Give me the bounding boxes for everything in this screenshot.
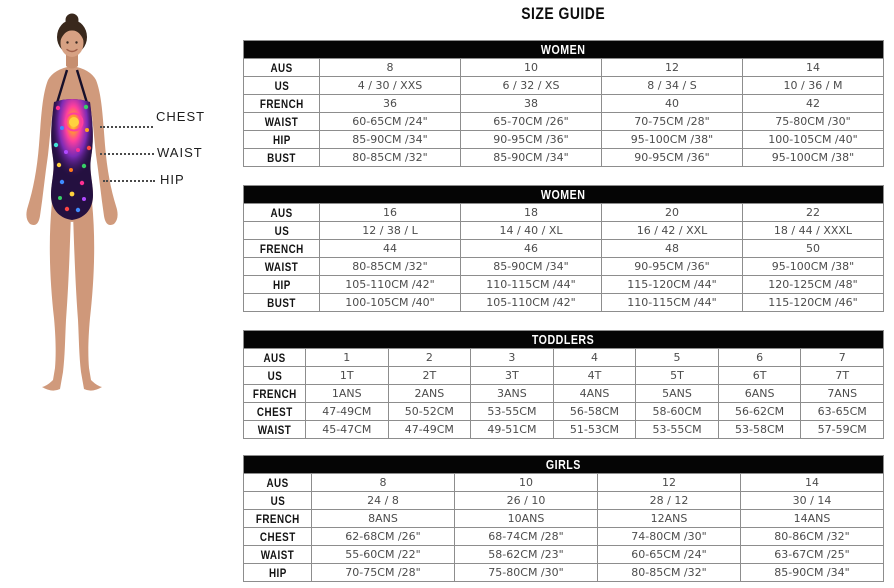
size-cell: 3ANS xyxy=(471,385,554,403)
row-label: US xyxy=(244,222,320,240)
size-cell: 7T xyxy=(801,367,884,385)
size-cell: 14ANS xyxy=(741,510,884,528)
size-cell: 51-53CM xyxy=(553,421,636,439)
row-label: HIP xyxy=(244,276,320,294)
size-cell: 40 xyxy=(602,95,743,113)
size-cell: 5 xyxy=(636,349,719,367)
size-cell: 75-80CM /30" xyxy=(743,113,884,131)
row-label: HIP xyxy=(244,564,312,582)
size-cell: 95-100CM /38" xyxy=(743,258,884,276)
row-label: AUS xyxy=(244,349,306,367)
size-cell: 85-90CM /34" xyxy=(320,131,461,149)
size-cell: 55-60CM /22" xyxy=(312,546,455,564)
size-cell: 6T xyxy=(718,367,801,385)
size-cell: 85-90CM /34" xyxy=(461,149,602,167)
table-header-women: WOMEN xyxy=(244,186,884,204)
table-row-french xyxy=(244,510,884,528)
size-cell: 12 / 38 / L xyxy=(320,222,461,240)
size-cell: 53-55CM xyxy=(636,421,719,439)
size-cell: 7 xyxy=(801,349,884,367)
table-row-waist xyxy=(244,113,884,131)
size-cell: 95-100CM /38" xyxy=(602,131,743,149)
model-figure xyxy=(0,0,243,420)
row-label: FRENCH xyxy=(244,385,306,403)
size-cell: 53-55CM xyxy=(471,403,554,421)
size-cell: 110-115CM /44" xyxy=(602,294,743,312)
hip-indicator-line xyxy=(103,180,155,182)
size-cell: 22 xyxy=(743,204,884,222)
size-cell: 36 xyxy=(320,95,461,113)
size-cell: 26 / 10 xyxy=(455,492,598,510)
row-label: WAIST xyxy=(244,258,320,276)
size-cell: 42 xyxy=(743,95,884,113)
table-row-bust xyxy=(244,294,884,312)
size-cell: 14 xyxy=(743,59,884,77)
table-row-bust xyxy=(244,149,884,167)
row-label: BUST xyxy=(244,294,320,312)
table-header-row xyxy=(244,41,884,59)
table-row-waist xyxy=(244,258,884,276)
size-cell: 1T xyxy=(306,367,389,385)
size-cell: 30 / 14 xyxy=(741,492,884,510)
table-row-aus xyxy=(244,204,884,222)
size-cell: 90-95CM /36" xyxy=(461,131,602,149)
table-header-row xyxy=(244,186,884,204)
model-photo xyxy=(14,10,134,395)
size-cell: 65-70CM /26" xyxy=(461,113,602,131)
row-label: CHEST xyxy=(244,403,306,421)
size-cell: 56-62CM xyxy=(718,403,801,421)
row-label: US xyxy=(244,492,312,510)
size-cell: 8 xyxy=(320,59,461,77)
size-cell: 50-52CM xyxy=(388,403,471,421)
size-cell: 50 xyxy=(743,240,884,258)
row-label: WAIST xyxy=(244,113,320,131)
table-row-aus xyxy=(244,349,884,367)
size-cell: 3T xyxy=(471,367,554,385)
size-table-women-8-14 xyxy=(243,40,884,167)
table-header-women: WOMEN xyxy=(244,41,884,59)
row-label: WAIST xyxy=(244,421,306,439)
size-cell: 49-51CM xyxy=(471,421,554,439)
size-cell: 90-95CM /36" xyxy=(602,149,743,167)
measurement-label-hip: HIP xyxy=(160,172,185,187)
table-row-us xyxy=(244,77,884,95)
size-cell: 10 xyxy=(455,474,598,492)
row-label: HIP xyxy=(244,131,320,149)
size-cell: 2ANS xyxy=(388,385,471,403)
table-row-french xyxy=(244,385,884,403)
size-cell: 10ANS xyxy=(455,510,598,528)
measurement-label-chest: CHEST xyxy=(156,109,206,124)
size-cell: 80-85CM /32" xyxy=(320,258,461,276)
size-cell: 46 xyxy=(461,240,602,258)
size-cell: 70-75CM /28" xyxy=(602,113,743,131)
row-label: BUST xyxy=(244,149,320,167)
size-table-women-16-22 xyxy=(243,185,884,312)
table-header-row xyxy=(244,331,884,349)
row-label: CHEST xyxy=(244,528,312,546)
size-cell: 85-90CM /34" xyxy=(741,564,884,582)
size-cell: 10 / 36 / M xyxy=(743,77,884,95)
size-cell: 1 xyxy=(306,349,389,367)
size-cell: 95-100CM /38" xyxy=(743,149,884,167)
size-cell: 48 xyxy=(602,240,743,258)
table-row-us xyxy=(244,367,884,385)
table-row-french xyxy=(244,95,884,113)
size-cell: 2T xyxy=(388,367,471,385)
size-guide-tables xyxy=(243,0,884,588)
row-label: US xyxy=(244,77,320,95)
size-cell: 45-47CM xyxy=(306,421,389,439)
table-header-toddlers: TODDLERS xyxy=(244,331,884,349)
size-cell: 63-65CM xyxy=(801,403,884,421)
page-title: SIZE GUIDE xyxy=(521,4,606,23)
table-row-aus xyxy=(244,474,884,492)
table-row-french xyxy=(244,240,884,258)
size-cell: 18 / 44 / XXXL xyxy=(743,222,884,240)
size-cell: 120-125CM /48" xyxy=(743,276,884,294)
waist-indicator-line xyxy=(100,153,154,155)
size-cell: 80-85CM /32" xyxy=(598,564,741,582)
size-cell: 2 xyxy=(388,349,471,367)
table-row-hip xyxy=(244,131,884,149)
size-cell: 90-95CM /36" xyxy=(602,258,743,276)
size-cell: 4 xyxy=(553,349,636,367)
table-row-us xyxy=(244,222,884,240)
size-cell: 100-105CM /40" xyxy=(320,294,461,312)
size-cell: 58-62CM /23" xyxy=(455,546,598,564)
size-cell: 10 xyxy=(461,59,602,77)
table-header-row xyxy=(244,456,884,474)
row-label: US xyxy=(244,367,306,385)
size-cell: 14 / 40 / XL xyxy=(461,222,602,240)
row-label: AUS xyxy=(244,474,312,492)
size-cell: 70-75CM /28" xyxy=(312,564,455,582)
size-table-girls xyxy=(243,455,884,582)
table-row-aus xyxy=(244,59,884,77)
size-cell: 80-86CM /32" xyxy=(741,528,884,546)
size-cell: 5T xyxy=(636,367,719,385)
size-cell: 85-90CM /34" xyxy=(461,258,602,276)
chest-indicator-line xyxy=(100,126,153,128)
size-cell: 24 / 8 xyxy=(312,492,455,510)
size-cell: 20 xyxy=(602,204,743,222)
size-cell: 1ANS xyxy=(306,385,389,403)
size-cell: 68-74CM /28" xyxy=(455,528,598,546)
size-cell: 74-80CM /30" xyxy=(598,528,741,546)
table-row-waist xyxy=(244,421,884,439)
table-row-us xyxy=(244,492,884,510)
row-label: FRENCH xyxy=(244,240,320,258)
row-label: AUS xyxy=(244,204,320,222)
size-cell: 6ANS xyxy=(718,385,801,403)
size-cell: 14 xyxy=(741,474,884,492)
size-cell: 16 xyxy=(320,204,461,222)
size-cell: 6 / 32 / XS xyxy=(461,77,602,95)
size-cell: 60-65CM /24" xyxy=(320,113,461,131)
row-label: AUS xyxy=(244,59,320,77)
size-cell: 62-68CM /26" xyxy=(312,528,455,546)
row-label: FRENCH xyxy=(244,510,312,528)
table-row-chest xyxy=(244,403,884,421)
size-cell: 60-65CM /24" xyxy=(598,546,741,564)
size-cell: 16 / 42 / XXL xyxy=(602,222,743,240)
size-cell: 100-105CM /40" xyxy=(743,131,884,149)
size-cell: 38 xyxy=(461,95,602,113)
size-cell: 8 / 34 / S xyxy=(602,77,743,95)
table-header-girls: GIRLS xyxy=(244,456,884,474)
size-cell: 75-80CM /30" xyxy=(455,564,598,582)
size-cell: 8ANS xyxy=(312,510,455,528)
size-cell: 18 xyxy=(461,204,602,222)
table-row-chest xyxy=(244,528,884,546)
size-cell: 4 / 30 / XXS xyxy=(320,77,461,95)
size-cell: 6 xyxy=(718,349,801,367)
size-cell: 110-115CM /44" xyxy=(461,276,602,294)
size-table-toddlers xyxy=(243,330,884,439)
table-row-hip xyxy=(244,276,884,294)
size-cell: 47-49CM xyxy=(306,403,389,421)
size-cell: 44 xyxy=(320,240,461,258)
measurement-label-waist: WAIST xyxy=(157,145,203,160)
row-label: WAIST xyxy=(244,546,312,564)
size-cell: 57-59CM xyxy=(801,421,884,439)
size-cell: 56-58CM xyxy=(553,403,636,421)
size-cell: 58-60CM xyxy=(636,403,719,421)
size-cell: 8 xyxy=(312,474,455,492)
size-cell: 4T xyxy=(553,367,636,385)
row-label: FRENCH xyxy=(244,95,320,113)
size-cell: 115-120CM /44" xyxy=(602,276,743,294)
size-cell: 80-85CM /32" xyxy=(320,149,461,167)
size-cell: 7ANS xyxy=(801,385,884,403)
size-cell: 4ANS xyxy=(553,385,636,403)
size-cell: 3 xyxy=(471,349,554,367)
size-cell: 5ANS xyxy=(636,385,719,403)
size-cell: 12 xyxy=(598,474,741,492)
size-cell: 105-110CM /42" xyxy=(461,294,602,312)
table-row-hip xyxy=(244,564,884,582)
table-row-waist xyxy=(244,546,884,564)
size-cell: 47-49CM xyxy=(388,421,471,439)
size-cell: 12ANS xyxy=(598,510,741,528)
size-cell: 63-67CM /25" xyxy=(741,546,884,564)
size-cell: 12 xyxy=(602,59,743,77)
size-cell: 105-110CM /42" xyxy=(320,276,461,294)
size-cell: 115-120CM /46" xyxy=(743,294,884,312)
size-cell: 53-58CM xyxy=(718,421,801,439)
size-cell: 28 / 12 xyxy=(598,492,741,510)
